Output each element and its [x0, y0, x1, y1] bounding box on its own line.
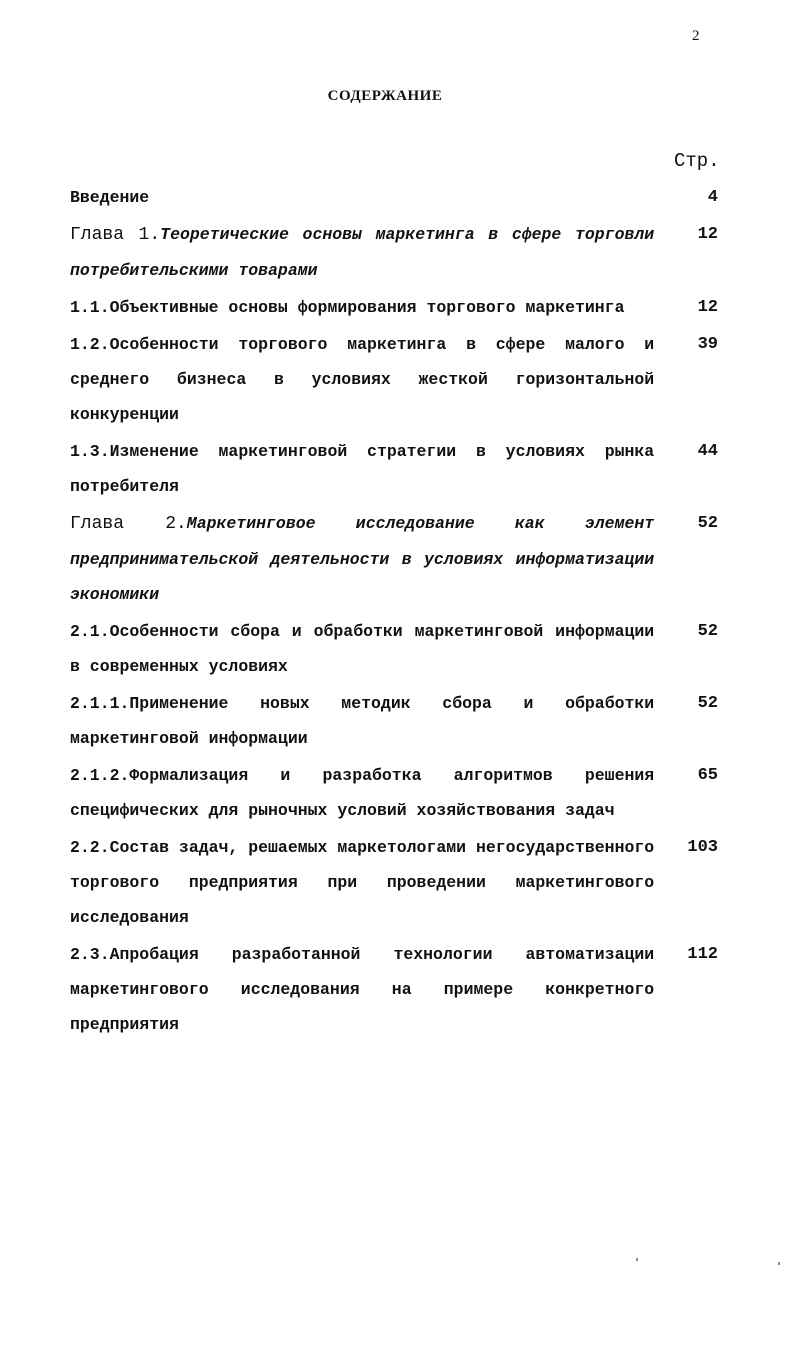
toc-entry-title: 2.3.Апробация разработанной технологии автоматизации маркетингового исследования на примере конкретного предприятия — [70, 945, 655, 1034]
toc-entry-title: Введение — [70, 188, 150, 207]
toc-entry-title: 2.1.1.Применение новых методик сбора и обработки маркетинговой информации — [70, 694, 655, 748]
toc-entry — [70, 434, 720, 504]
toc-entry-page: 39 — [697, 335, 718, 354]
toc-entry-page: 52 — [697, 622, 718, 641]
page-column-header: Стр. — [674, 150, 720, 172]
scan-speck — [778, 1262, 780, 1265]
toc-entry — [70, 327, 720, 432]
toc-entry-page: 112 — [687, 945, 718, 964]
toc-entry — [70, 180, 720, 215]
toc-entry-text — [70, 614, 654, 684]
toc-entry — [70, 614, 720, 684]
toc-entry-title: Маркетинговое исследование как элемент предпринимательской деятельности в условиях информатизации экономики — [70, 514, 655, 604]
page-number: 2 — [692, 28, 700, 44]
toc-entry — [70, 758, 720, 828]
toc-entry-page: 65 — [697, 766, 718, 785]
toc-entry-page: 52 — [697, 514, 718, 533]
toc-entry-title: 1.2.Особенности торгового маркетинга в сфере малого и среднего бизнеса в условиях жесткой горизонтальной конкуренции — [70, 335, 655, 424]
toc-entry-text — [70, 290, 654, 325]
chapter-prefix: Глава 1. — [70, 225, 161, 245]
toc-entry-text — [70, 434, 654, 504]
toc-entry — [70, 217, 720, 288]
toc-entry-text — [70, 506, 654, 612]
toc-entry-text — [70, 217, 654, 288]
table-of-contents — [70, 180, 720, 1044]
toc-entry-title: 2.2.Состав задач, решаемых маркетологами негосударственного торгового предприятия при проведении маркетингового исследования — [70, 838, 655, 927]
toc-entry-text — [70, 180, 654, 215]
toc-entry — [70, 686, 720, 756]
toc-entry-text — [70, 937, 654, 1042]
chapter-prefix: Глава 2. — [70, 514, 187, 534]
toc-entry-page: 12 — [697, 298, 718, 317]
toc-entry — [70, 506, 720, 612]
toc-entry-text — [70, 327, 654, 432]
toc-entry-page: 4 — [707, 188, 718, 207]
toc-entry-page: 12 — [697, 225, 718, 244]
toc-entry-page: 52 — [697, 694, 718, 713]
toc-entry-text — [70, 758, 654, 828]
toc-entry — [70, 830, 720, 935]
scan-speck — [636, 1258, 638, 1261]
toc-entry-text — [70, 686, 654, 756]
toc-entry-title: 2.1.Особенности сбора и обработки маркетинговой информации в современных условиях — [70, 622, 655, 676]
toc-entry — [70, 937, 720, 1042]
toc-entry-title: Теоретические основы маркетинга в сфере торговли потребительскими товарами — [70, 225, 655, 280]
toc-entry-title: 2.1.2.Формализация и разработка алгоритмов решения специфических для рыночных условий хозяйствования задач — [70, 766, 655, 820]
toc-entry-title: 1.1.Объективные основы формирования торгового маркетинга — [70, 298, 625, 317]
toc-entry-page: 103 — [687, 838, 718, 857]
toc-entry-page: 44 — [697, 442, 718, 461]
toc-entry-title: 1.3.Изменение маркетинговой стратегии в условиях рынка потребителя — [70, 442, 655, 496]
page-title: СОДЕРЖАНИЕ — [327, 88, 443, 104]
toc-entry-text — [70, 830, 654, 935]
toc-entry — [70, 290, 720, 325]
